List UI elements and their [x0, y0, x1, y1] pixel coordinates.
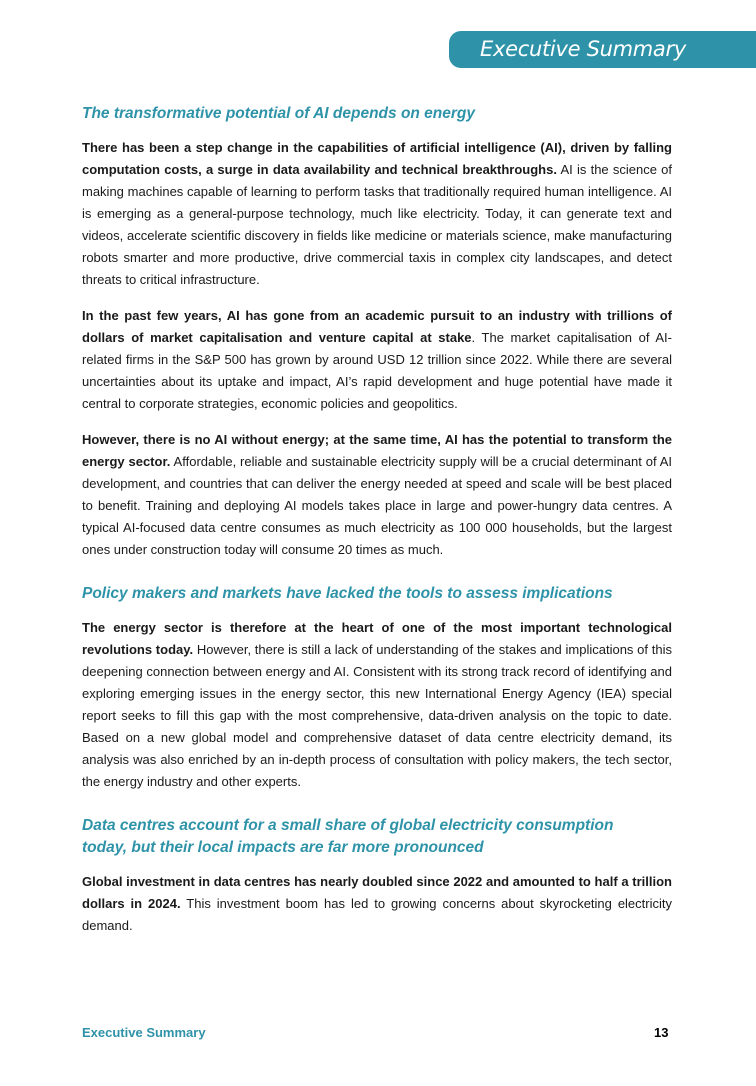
paragraph	[82, 429, 672, 561]
paragraph	[82, 137, 672, 291]
paragraph-lead: There has been a step change in the capabilities of artificial intelligence (AI), driven by falling computation costs, a surge in data availability and technical breakthroughs.	[82, 140, 672, 177]
paragraph-lead: However, there is no AI without energy; at the same time, AI has the potential to transform the energy sector.	[82, 432, 672, 469]
section-tab-label: Executive Summary	[480, 37, 686, 61]
section-heading: The transformative potential of AI depends on energy	[82, 105, 476, 122]
paragraph-lead: In the past few years, AI has gone from an academic pursuit to an industry with trillions of dollars of market capitalisation and venture capital at stake	[82, 308, 672, 345]
section-heading: Data centres account for a small share of global electricity consumption today, but their local impacts are far more pronounced	[82, 817, 614, 856]
page-number: 13	[654, 1025, 669, 1040]
paragraph-text: Affordable, reliable and sustainable electricity supply will be a crucial determinant of AI development, and countries that can deliver the energy needed at speed and scale will be best placed to benefit. Training and deploying AI models takes place in large and power-hungry data centres. A typical AI-focused data centre consumes as much electricity as 100 000 households, but the largest ones under construction today will consume 20 times as much.	[82, 454, 672, 557]
footer-section-label: Executive Summary	[82, 1025, 206, 1040]
section-tab	[449, 31, 756, 68]
paragraph	[82, 617, 672, 793]
paragraph-lead: Global investment in data centres has nearly doubled since 2022 and amounted to half a trillion dollars in 2024.	[82, 874, 672, 911]
paragraph-text: However, there is still a lack of understanding of the stakes and implications of this deepening connection between energy and AI. Consistent with its strong track record of identifying and exploring emerging issues in the energy sector, this new International Energy Agency (IEA) special report seeks to fill this gap with the most comprehensive, data-driven analysis on the topic to date. Based on a new global model and comprehensive dataset of data centre electricity demand, its analysis was also enriched by an in-depth process of consultation with policy makers, the tech sector, the energy industry and other experts.	[82, 642, 672, 789]
paragraph	[82, 871, 672, 937]
page-body	[82, 103, 672, 951]
paragraph-lead: The energy sector is therefore at the heart of one of the most important technological revolutions today.	[82, 620, 672, 657]
paragraph-text: This investment boom has led to growing concerns about skyrocketing electricity demand.	[82, 896, 672, 933]
paragraph-text: . The market capitalisation of AI-related firms in the S&P 500 has grown by around USD 12 trillion since 2022. While there are several uncertainties about its uptake and impact, AI’s rapid development and huge potential have made it central to corporate strategies, economic policies and geopolitics.	[82, 330, 672, 411]
section-heading: Policy makers and markets have lacked the tools to assess implications	[82, 585, 613, 602]
paragraph	[82, 305, 672, 415]
paragraph-text: AI is the science of making machines capable of learning to perform tasks that traditionally required human intelligence. AI is emerging as a general-purpose technology, much like electricity. Today, it can generate text and videos, accelerate scientific discovery in fields like medicine or materials science, make manufacturing robots smarter and more productive, drive commercial taxis in complex city landscapes, and detect threats to critical infrastructure.	[82, 162, 672, 287]
